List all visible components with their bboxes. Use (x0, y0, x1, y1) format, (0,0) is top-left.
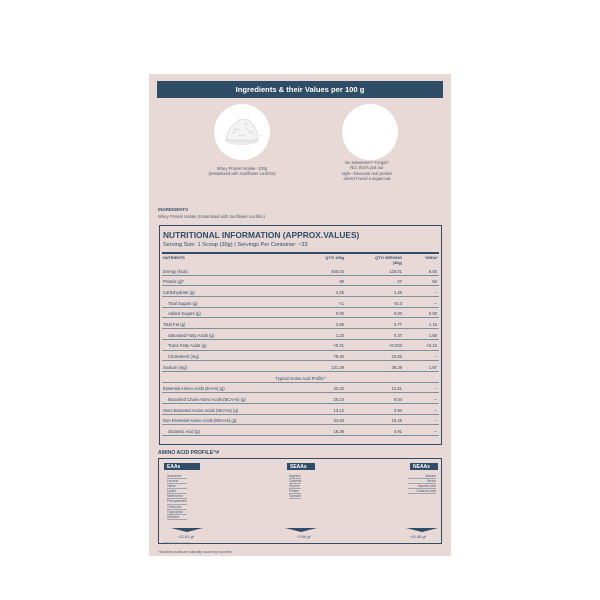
qty-per-100g: 400.04 (331, 268, 344, 274)
nutrition-title: NUTRITIONAL INFORMATION (APPROX.VALUES) (163, 230, 360, 240)
table-row (162, 297, 439, 308)
ingredients-heading: INGREDIENTS (158, 207, 189, 212)
table-row (162, 415, 439, 426)
nutrient-name: Trans Fatty Acids (g) (168, 343, 207, 349)
nutrient-name: Non Essential Amino Acids (NEAAs) (g) (163, 418, 237, 424)
qty-per-serving: 0.77 (393, 322, 402, 328)
rda-percent: 1.15 (428, 322, 437, 328)
rda-percent: – (434, 289, 437, 295)
qty-per-100g: 34.83 (333, 418, 344, 424)
table-row (162, 286, 439, 297)
qty-per-100g: 13.12 (333, 407, 344, 413)
no-sweetener-image (342, 104, 398, 160)
qty-per-serving: 0.00 (393, 311, 402, 317)
qty-per-serving: 4.91 (393, 429, 402, 435)
nutrient-name: Total Sugars (g) (168, 300, 198, 306)
serving-note: *Values per serving (164, 541, 190, 545)
list-item: Phenylalanine (167, 499, 188, 504)
nutrient-name: Added Sugars (g) (168, 311, 201, 317)
list-item: Arginine (289, 474, 301, 478)
section-header: Ingredients & their Values per 100 g (157, 81, 443, 98)
list-item: Glutamic Acid (408, 489, 436, 494)
table-row (162, 265, 439, 276)
list-item: Alanine (408, 474, 436, 479)
qty-per-serving: 39.39 (391, 364, 402, 370)
rda-percent: 6.00 (428, 268, 437, 274)
qty-per-100g: 1.23 (335, 332, 344, 338)
list-item: Tryptophan (167, 510, 187, 515)
list-item: Valine (167, 484, 187, 489)
qty-per-100g: 16.38 (333, 429, 344, 435)
nutrient-name: Essential Amino Acids (EAAs) (g) (163, 386, 225, 392)
serving-info: Serving Size: 1 Scoop (30g) | Servings Per Container: ~33 (163, 242, 308, 248)
neaa-arrow-icon (406, 528, 438, 532)
nutrient-name: Sodium (mg) (163, 364, 187, 370)
rda-percent: 50 (432, 279, 437, 285)
rda-percent: 1.97 (428, 364, 437, 370)
seaa-tag: SEAAs (287, 463, 315, 470)
nutrient-name: Total Fat (g) (163, 322, 186, 328)
column-header-per-serving: QTY/ SERVING (30g) (375, 256, 402, 265)
qty-per-serving: <0.3 (393, 300, 402, 306)
qty-per-100g: 20.14 (333, 396, 344, 402)
qty-per-serving: 12.61 (391, 386, 402, 392)
rda-percent: 0.00 (428, 311, 437, 317)
eaa-total: ~12.61 g* (177, 534, 195, 539)
table-row (162, 383, 439, 394)
qty-per-100g: 79.40 (333, 354, 344, 360)
nutrient-name: Cholesterol (mg) (168, 354, 199, 360)
eaa-list (167, 474, 187, 520)
footnote: ^All amino acids are naturally occurring in protein (158, 550, 232, 554)
table-row (162, 308, 439, 319)
list-item: Aspartic Acid (408, 484, 436, 489)
table-subheading (162, 372, 439, 383)
list-item: Cysteine (289, 479, 302, 484)
qty-per-serving: <0.003 (389, 343, 402, 349)
table-row (162, 340, 439, 351)
table-row (162, 351, 439, 362)
list-item: Lysine (167, 489, 187, 494)
seaa-arrow-icon (285, 528, 317, 532)
neaa-total: ~10.45 g* (409, 534, 427, 539)
rda-percent: – (434, 386, 437, 392)
nutrient-name: Branched Chain Amino Acids (BCAAs) (g) (168, 396, 246, 402)
amino-profile-title: AMINO ACID PROFILE^# (158, 450, 220, 456)
neaa-list (408, 474, 436, 494)
qty-per-100g: 0.00 (335, 311, 344, 317)
ingredient-caption: Whey Protein Isolate- 100g (Instantised with Sunflower Lecithin) (208, 166, 276, 177)
table-row (162, 361, 439, 372)
nutrient-name: Carbohydrate (g) (163, 289, 195, 295)
nutrient-name: Semi Essential Amino Acids (SEAAs) (g) (163, 407, 239, 413)
qty-per-serving: 3.94 (393, 407, 402, 413)
list-item: Glycine (289, 484, 300, 489)
rda-percent: – (434, 300, 437, 306)
neaa-tag: NEAAs (410, 463, 438, 470)
rda-percent: – (434, 407, 437, 413)
nutrient-name: Protein (g)* (163, 279, 185, 285)
qty-per-100g: <0.01 (333, 343, 344, 349)
qty-per-serving: 120.01 (389, 268, 402, 274)
qty-per-100g: 90 (339, 279, 344, 285)
qty-per-100g: 2.56 (335, 322, 344, 328)
list-item: Threonine (167, 505, 187, 510)
table-row (162, 276, 439, 287)
rda-percent: <0.15 (426, 343, 437, 349)
seaa-list (289, 474, 301, 499)
qty-per-serving: 0.37 (393, 332, 402, 338)
rda-percent: – (434, 396, 437, 402)
ingredients-text: Whey Protein Isolate (Instantised with Sunflower Lecithin) (158, 214, 265, 219)
qty-per-100g: 4.25 (335, 289, 344, 295)
seaa-total: ~3.94 g* (296, 534, 312, 539)
column-header-rda: %RDA* (424, 256, 438, 260)
qty-per-serving: 6.04 (393, 396, 402, 402)
qty-per-100g: 42.02 (333, 386, 344, 392)
eaa-arrow-icon (171, 528, 203, 532)
list-item: Histidine (167, 515, 187, 520)
list-item: Methionine (167, 494, 187, 499)
nutrient-name: Typical Amino Acid Profile^ (275, 375, 326, 381)
qty-per-serving: 23.82 (391, 354, 402, 360)
table-row (162, 404, 439, 415)
rda-percent: – (434, 429, 437, 435)
nutrient-name: Saturated Fatty Acids (g) (168, 332, 215, 338)
rda-percent: – (434, 418, 437, 424)
table-row (162, 393, 439, 404)
list-item: Isoleucine (167, 474, 187, 479)
list-item: Leucine (167, 479, 187, 484)
no-sweetener-caption: No sweetener? Forgot? NO, that's just our style—because real protein doesn't need a sugarcoat (341, 160, 393, 182)
qty-per-100g: <1 (339, 300, 344, 306)
qty-per-100g: 131.29 (331, 364, 344, 370)
powder-pile-icon (222, 114, 262, 146)
list-item: Proline (289, 489, 301, 494)
column-header-nutrients: NUTRIENTS (163, 256, 185, 260)
nutrient-name: Glutamic Acid (g) (168, 429, 200, 435)
list-item: Tyrosine (289, 494, 302, 499)
eaa-tag: EAAs (164, 463, 200, 470)
nutrient-name: Energy (kcal) (163, 268, 188, 274)
qty-per-serving: 1.28 (393, 289, 402, 295)
column-header-per-100g: QTY/ 100g (325, 256, 344, 260)
table-row (162, 329, 439, 340)
qty-per-serving: 27 (397, 279, 402, 285)
table-row (162, 319, 439, 330)
rda-percent: 1.68 (428, 332, 437, 338)
divider (162, 252, 439, 254)
rda-percent: – (434, 354, 437, 360)
table-row (162, 426, 439, 437)
list-item: Serine (408, 479, 436, 484)
qty-per-serving: 10.45 (391, 418, 402, 424)
